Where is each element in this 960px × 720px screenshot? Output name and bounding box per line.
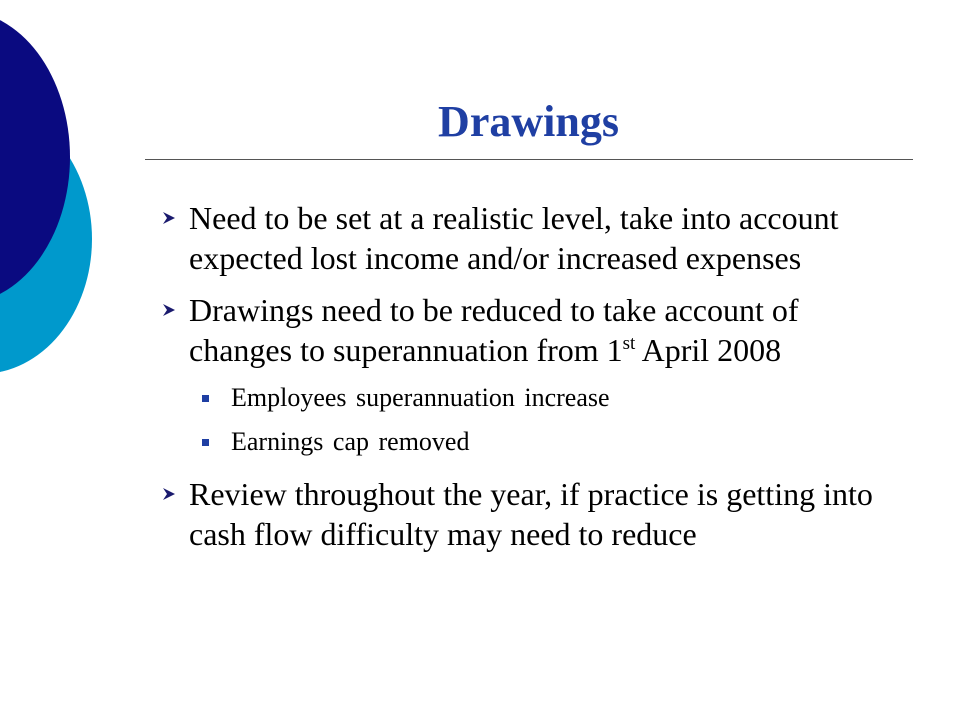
square-bullet-icon	[202, 439, 209, 446]
bullet-text: Review throughout the year, if practice is getting into cash flow difficulty may need to reduce	[189, 476, 873, 552]
arrowhead-bullet-icon	[160, 300, 180, 320]
arrowhead-bullet-icon	[160, 484, 180, 504]
ordinal-superscript: st	[622, 333, 636, 354]
bullet-text: Need to be set at a realistic level, take into account expected lost income and/or increased expenses	[189, 200, 839, 276]
sub-bullet-text: Employees superannuation increase	[231, 383, 610, 412]
sub-bullet-text: Earnings cap removed	[231, 427, 470, 456]
bullet-text-continued: April 2008	[635, 332, 782, 368]
title-divider	[145, 159, 913, 160]
square-bullet-icon	[202, 395, 209, 402]
arrowhead-bullet-icon	[160, 208, 180, 228]
slide-title: Drawings	[438, 97, 619, 146]
bullet-text: Drawings need to be reduced to take account of changes to superannuation from 1	[189, 292, 799, 368]
sub-bullet-item	[160, 426, 900, 458]
bullet-item	[160, 198, 900, 278]
bullet-item	[160, 290, 900, 370]
slide-content	[160, 198, 900, 554]
sub-bullet-item	[160, 382, 900, 414]
bullet-item	[160, 474, 900, 554]
decorative-circles	[0, 0, 120, 400]
